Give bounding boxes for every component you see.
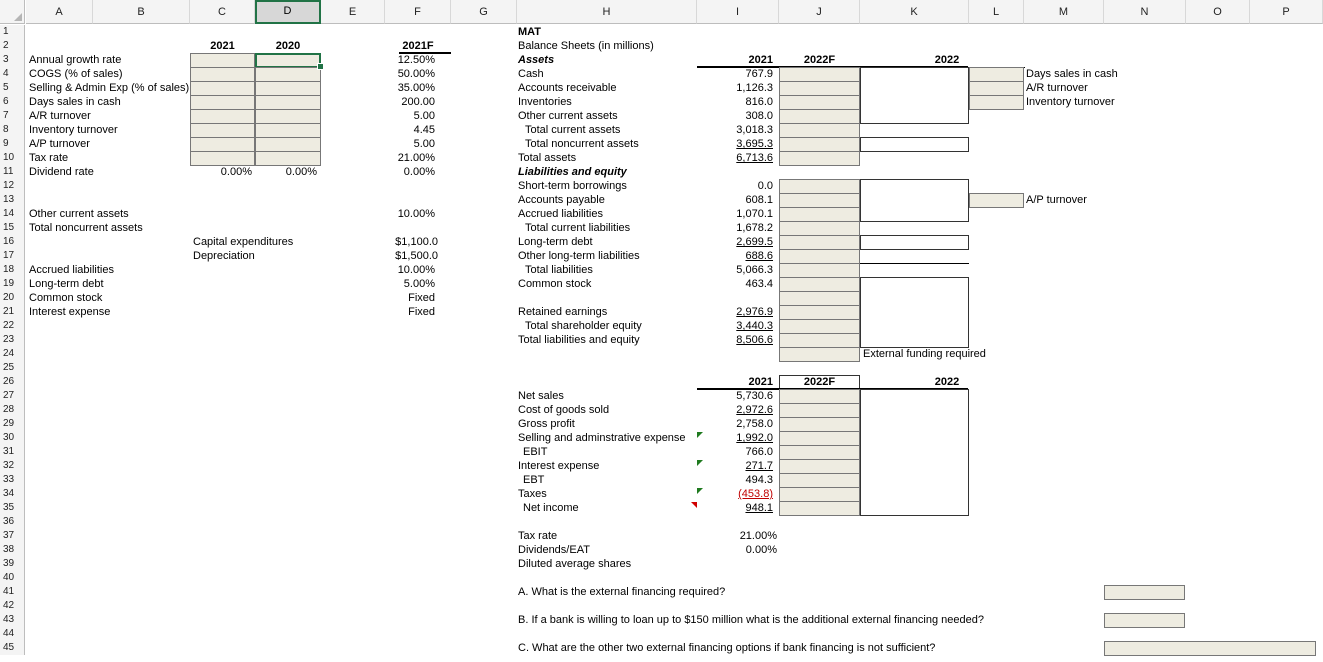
bs-value-2021: 608.1 (745, 194, 773, 206)
question-b: B. If a bank is willing to loan up to $150 million what is the additional external financing needed? (518, 614, 984, 626)
assumption-label: Capital expenditures (193, 236, 294, 248)
bs-row-label: Total noncurrent assets (525, 138, 639, 150)
input-cell-2020[interactable] (255, 123, 321, 138)
assumption-2021f-value: 50.00% (397, 68, 435, 80)
row-header[interactable]: 45 (0, 641, 25, 655)
row-header[interactable]: 18 (0, 263, 25, 277)
is-header-2022f: 2022F (803, 376, 836, 388)
dividend-2021: 0.00% (220, 166, 252, 178)
error-indicator-icon[interactable] (697, 488, 703, 494)
depreciation-value: $1,500.0 (395, 250, 438, 262)
input-cell-2020[interactable] (255, 109, 321, 124)
input-cell-2021[interactable] (190, 95, 255, 110)
assumption-2021f-value: 35.00% (397, 82, 435, 94)
row-header[interactable]: 13 (0, 193, 25, 207)
assumption-2021f-value: 0.00% (403, 166, 435, 178)
is-value-2021: 948.1 (745, 502, 773, 514)
header-2021: 2021 (210, 40, 235, 52)
is-2022f-input[interactable] (779, 403, 860, 418)
is-row-label: Taxes (518, 488, 547, 500)
bs-row-label: Inventories (518, 96, 572, 108)
assumption-value: Fixed (408, 306, 435, 318)
assumption-label: Other current assets (29, 208, 129, 220)
assumption-label: Depreciation (193, 250, 255, 262)
column-header-l[interactable]: L (969, 0, 1024, 24)
is-2022f-input[interactable] (779, 501, 860, 516)
error-indicator-icon[interactable] (697, 432, 703, 438)
assumption-label: Tax rate (29, 152, 69, 164)
assumption-label: Interest expense (29, 306, 111, 318)
column-header-b[interactable]: B (93, 0, 190, 24)
bs-2022f-input[interactable] (779, 109, 860, 124)
bs-2022f-input[interactable] (779, 123, 860, 138)
is-2022f-input[interactable] (779, 459, 860, 474)
header-2020: 2020 (275, 40, 301, 52)
is-2022f-input[interactable] (779, 487, 860, 502)
bs-value-2021: 2,699.5 (736, 236, 773, 248)
question-c: C. What are the other two external financing options if bank financing is not sufficient? (518, 642, 936, 654)
header-2021f: 2021F (402, 40, 434, 52)
row-header[interactable]: 15 (0, 221, 25, 235)
comment-indicator-icon[interactable] (691, 502, 697, 508)
bs-2022-range[interactable] (860, 67, 969, 124)
bs-row-label: Accounts receivable (518, 82, 617, 94)
bs-row-label: Total current liabilities (525, 222, 631, 234)
bs-2022f-input[interactable] (779, 263, 860, 278)
assets-header: Assets (518, 54, 555, 66)
bs-row-label: Cash (518, 68, 544, 80)
bs-header-2022f: 2022F (803, 54, 836, 66)
row-header[interactable]: 32 (0, 459, 25, 473)
answer-c-input[interactable] (1104, 641, 1316, 656)
row-header[interactable]: 34 (0, 487, 25, 501)
column-header-c[interactable]: C (190, 0, 255, 24)
row-header[interactable]: 31 (0, 445, 25, 459)
bs-row-label: Total liabilities and equity (518, 334, 640, 346)
input-cell-2021[interactable] (190, 151, 255, 166)
row-header[interactable]: 11 (0, 165, 25, 179)
assumption-label: Annual growth rate (29, 54, 122, 66)
bs-2022f-input[interactable] (779, 319, 860, 334)
bs-row-label: Total assets (518, 152, 577, 164)
row-header[interactable]: 27 (0, 389, 25, 403)
row-header[interactable]: 25 (0, 361, 25, 375)
bs-value-2021: 688.6 (745, 250, 773, 262)
bs-value-2021: 1,070.1 (736, 208, 773, 220)
ratio-label: A/R turnover (1026, 82, 1088, 94)
bs-value-2021: 463.4 (745, 278, 773, 290)
row-header[interactable]: 28 (0, 403, 25, 417)
ap-turnover-input[interactable] (969, 193, 1024, 208)
is-row-label: Interest expense (518, 460, 600, 472)
bs-value-2021: 767.9 (745, 68, 773, 80)
assumption-value: 5.00% (403, 278, 435, 290)
row-header[interactable]: 24 (0, 347, 25, 361)
is-header-2022: 2022 (934, 376, 960, 388)
bs-2022f-input[interactable] (779, 235, 860, 250)
row-header[interactable]: 35 (0, 501, 25, 515)
input-cell-2020[interactable] (255, 137, 321, 152)
input-cell-2021[interactable] (190, 81, 255, 96)
row-header[interactable]: 33 (0, 473, 25, 487)
row-header[interactable]: 10 (0, 151, 25, 165)
assumption-value: 10.00% (397, 208, 435, 220)
input-cell-2020[interactable] (255, 95, 321, 110)
bs-value-2021: 1,678.2 (736, 222, 773, 234)
bs-2022f-input[interactable] (779, 81, 860, 96)
column-header-h[interactable]: H (517, 0, 697, 24)
row-header[interactable]: 29 (0, 417, 25, 431)
bs-value-2021: 3,695.3 (736, 138, 773, 150)
bs-row-label: Other current assets (518, 110, 618, 122)
bs-2022f-input[interactable] (779, 193, 860, 208)
row-header[interactable]: 40 (0, 571, 25, 585)
bs-row-label: Retained earnings (518, 306, 608, 318)
input-cell-2021[interactable] (190, 53, 255, 68)
is-2022f-input[interactable] (779, 417, 860, 432)
is-2022f-input[interactable] (779, 473, 860, 488)
column-header-p[interactable]: P (1250, 0, 1323, 24)
assumption-label: Total noncurrent assets (29, 222, 143, 234)
dividends-value: 0.00% (745, 544, 777, 556)
ratio-label: Days sales in cash (1026, 68, 1118, 80)
row-header[interactable]: 41 (0, 585, 25, 599)
bs-row-label: Long-term debt (518, 236, 593, 248)
assumption-label: Dividend rate (29, 166, 94, 178)
row-header[interactable]: 23 (0, 333, 25, 347)
is-2022f-input[interactable] (779, 389, 860, 404)
input-cell-2021[interactable] (190, 109, 255, 124)
bs-header-2022: 2022 (934, 54, 960, 66)
assumption-2021f-value: 5.00 (413, 138, 435, 150)
column-header-o[interactable]: O (1186, 0, 1250, 24)
column-header-m[interactable]: M (1024, 0, 1104, 24)
bs-2022f-input[interactable] (779, 347, 860, 362)
ratio-label: Inventory turnover (1026, 96, 1115, 108)
bs-value-2021: 3,440.3 (736, 320, 773, 332)
row-header[interactable]: 37 (0, 529, 25, 543)
answer-a-input[interactable] (1104, 585, 1185, 600)
ratio-input[interactable] (969, 81, 1024, 96)
bs-2022-line (860, 263, 969, 264)
assumption-label: Selling & Admin Exp (% of sales) (29, 82, 190, 94)
is-value-2021: 494.3 (745, 474, 773, 486)
is-header-2021: 2021 (748, 376, 773, 388)
answer-b-input[interactable] (1104, 613, 1185, 628)
bs-2022f-input[interactable] (779, 137, 860, 152)
is-value-2021: 766.0 (745, 446, 773, 458)
input-cell-2020[interactable] (255, 67, 321, 82)
is-row-label: Net income (523, 502, 579, 514)
input-cell-2020[interactable] (255, 151, 321, 166)
is-value-2021: 5,730.6 (736, 390, 773, 402)
column-header-j[interactable]: J (779, 0, 860, 24)
row-header[interactable]: 4 (0, 67, 25, 81)
ap-turnover-label: A/P turnover (1026, 194, 1087, 206)
column-header-n[interactable]: N (1104, 0, 1186, 24)
input-cell-2020[interactable] (255, 81, 321, 96)
column-header-d[interactable]: D (255, 0, 321, 24)
row-header[interactable]: 3 (0, 53, 25, 67)
row-header[interactable]: 5 (0, 81, 25, 95)
is-value-2021: 1,992.0 (736, 432, 773, 444)
row-header[interactable]: 43 (0, 613, 25, 627)
bs-value-2021: 8,506.6 (736, 334, 773, 346)
row-header[interactable]: 6 (0, 95, 25, 109)
is-value-2021: 2,972.6 (736, 404, 773, 416)
bs-value-2021: 3,018.3 (736, 124, 773, 136)
bs-2022f-input[interactable] (779, 291, 860, 306)
column-header-e[interactable]: E (321, 0, 385, 24)
bs-2022f-input[interactable] (779, 207, 860, 222)
capex-value: $1,100.0 (395, 236, 438, 248)
bs-row-label: Total shareholder equity (525, 320, 642, 332)
input-cell-2021[interactable] (190, 123, 255, 138)
assumption-label: Long-term debt (29, 278, 104, 290)
bs-2022f-input[interactable] (779, 277, 860, 292)
assumption-value: Fixed (408, 292, 435, 304)
assumption-label: Accrued liabilities (29, 264, 114, 276)
row-header[interactable]: 44 (0, 627, 25, 641)
diluted-shares-label: Diluted average shares (518, 558, 632, 570)
assumption-label: Days sales in cash (29, 96, 121, 108)
bs-2022-range[interactable] (860, 179, 969, 222)
bs-value-2021: 0.0 (757, 180, 773, 192)
assumption-label: A/P turnover (29, 138, 90, 150)
bs-2022f-input[interactable] (779, 221, 860, 236)
bs-value-2021: 6,713.6 (736, 152, 773, 164)
row-header[interactable]: 39 (0, 557, 25, 571)
row-header[interactable]: 19 (0, 277, 25, 291)
is-value-2021: 2,758.0 (736, 418, 773, 430)
bs-row-label: Accounts payable (518, 194, 605, 206)
row-header[interactable]: 22 (0, 319, 25, 333)
bs-2022f-input[interactable] (779, 333, 860, 348)
column-header-g[interactable]: G (451, 0, 517, 24)
ratio-input[interactable] (969, 67, 1024, 82)
is-value-2021: (453.8) (738, 488, 773, 500)
row-header[interactable]: 42 (0, 599, 25, 613)
tax-rate-label: Tax rate (518, 530, 558, 542)
column-header-a[interactable]: A (26, 0, 93, 24)
row-header[interactable]: 21 (0, 305, 25, 319)
row-header[interactable]: 7 (0, 109, 25, 123)
balance-sheet-title: Balance Sheets (in millions) (518, 40, 654, 52)
assumption-2021f-value: 200.00 (401, 96, 435, 108)
question-a: A. What is the external financing required? (518, 586, 726, 598)
bs-2022f-input[interactable] (779, 95, 860, 110)
bs-row-label: Common stock (518, 278, 592, 290)
is-row-label: Selling and adminstrative expense (518, 432, 686, 444)
tax-rate-value: 21.00% (739, 530, 777, 542)
is-value-2021: 271.7 (745, 460, 773, 472)
dividends-label: Dividends/EAT (518, 544, 590, 556)
column-header-k[interactable]: K (860, 0, 969, 24)
input-cell-2021[interactable] (190, 67, 255, 82)
bs-value-2021: 816.0 (745, 96, 773, 108)
dividend-2020: 0.00% (285, 166, 317, 178)
liabilities-header: Liabilities and equity (518, 166, 627, 178)
row-header[interactable]: 17 (0, 249, 25, 263)
column-header-i[interactable]: I (697, 0, 779, 24)
input-cell-2021[interactable] (190, 137, 255, 152)
assumption-label: COGS (% of sales) (29, 68, 123, 80)
is-row-label: EBT (523, 474, 545, 486)
ratio-border (1024, 67, 1025, 68)
row-header[interactable]: 20 (0, 291, 25, 305)
is-2022-range[interactable] (860, 389, 969, 516)
bs-2022-range[interactable] (860, 277, 969, 348)
is-row-label: Net sales (518, 390, 564, 402)
fill-handle[interactable] (317, 63, 324, 70)
is-row-label: Cost of goods sold (518, 404, 610, 416)
bs-2022f-input[interactable] (779, 67, 860, 82)
assumption-2021f-value: 4.45 (413, 124, 435, 136)
is-row-label: EBIT (523, 446, 548, 458)
bs-2022f-input[interactable] (779, 249, 860, 264)
assumption-label: A/R turnover (29, 110, 91, 122)
assumption-2021f-value: 5.00 (413, 110, 435, 122)
row-header[interactable]: 14 (0, 207, 25, 221)
bs-value-2021: 1,126.3 (736, 82, 773, 94)
assumption-2021f-value: 21.00% (397, 152, 435, 164)
bs-header-2021: 2021 (748, 54, 773, 66)
bs-row-label: Total liabilities (525, 264, 593, 276)
row-header[interactable]: 26 (0, 375, 25, 389)
is-2022f-input[interactable] (779, 445, 860, 460)
bs-2022f-input[interactable] (779, 151, 860, 166)
row-header[interactable]: 1 (0, 25, 25, 39)
bs-2022-cell[interactable] (860, 235, 969, 250)
bs-value-2021: 2,976.9 (736, 306, 773, 318)
row-header[interactable]: 8 (0, 123, 25, 137)
row-header[interactable]: 38 (0, 543, 25, 557)
external-funding-label: External funding required (863, 348, 986, 360)
bs-row-label: Total current assets (525, 124, 621, 136)
bs-row-label: Other long-term liabilities (518, 250, 640, 262)
assumption-label: Inventory turnover (29, 124, 118, 136)
bs-row-label: Accrued liabilities (518, 208, 603, 220)
assumption-label: Common stock (29, 292, 103, 304)
error-indicator-icon[interactable] (697, 460, 703, 466)
bs-value-2021: 308.0 (745, 110, 773, 122)
ratio-input[interactable] (969, 95, 1024, 110)
selected-cell-d3[interactable] (255, 53, 321, 68)
assumption-value: 10.00% (397, 264, 435, 276)
row-header[interactable]: 2 (0, 39, 25, 53)
select-all-corner[interactable] (0, 0, 25, 24)
row-header[interactable]: 12 (0, 179, 25, 193)
column-header-f[interactable]: F (385, 0, 451, 24)
is-2022f-input[interactable] (779, 431, 860, 446)
is-row-label: Gross profit (518, 418, 575, 430)
row-header[interactable]: 36 (0, 515, 25, 529)
bs-2022-cell[interactable] (860, 137, 969, 152)
assumption-2021f-value: 12.50% (397, 54, 435, 66)
bs-value-2021: 5,066.3 (736, 264, 773, 276)
company-name: MAT (518, 26, 542, 38)
bs-2022f-input[interactable] (779, 305, 860, 320)
bs-row-label: Short-term borrowings (518, 180, 627, 192)
row-header[interactable]: 30 (0, 431, 25, 445)
row-header[interactable]: 16 (0, 235, 25, 249)
bs-2022f-input[interactable] (779, 179, 860, 194)
row-header[interactable]: 9 (0, 137, 25, 151)
